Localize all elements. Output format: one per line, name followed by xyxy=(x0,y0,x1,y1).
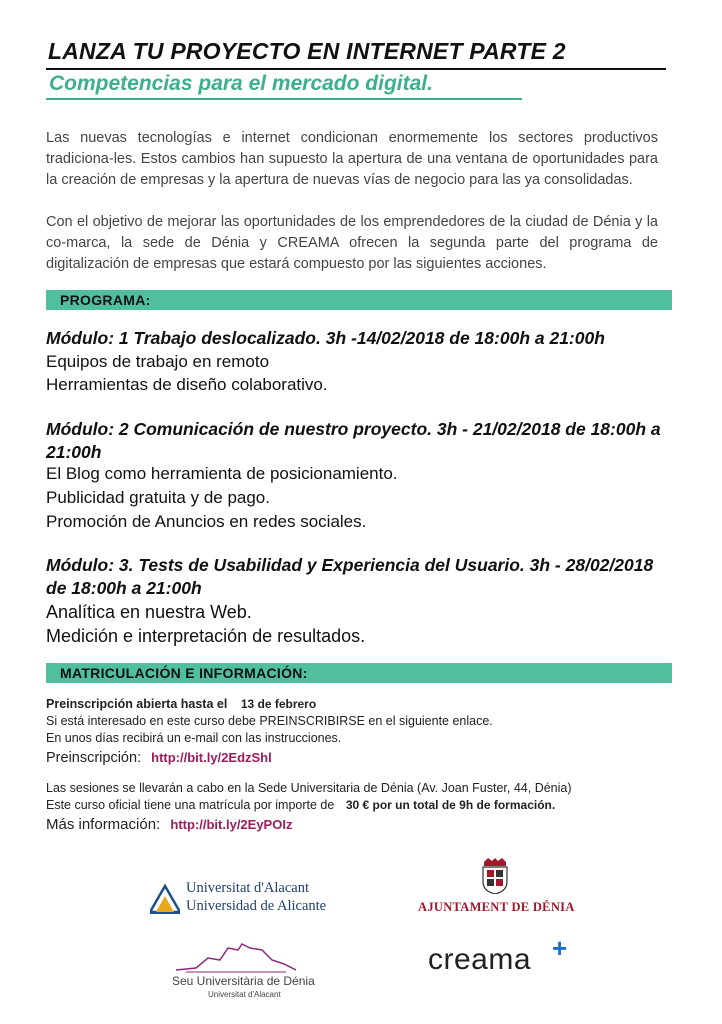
fee-value: 30 € por un total de 9h de formación. xyxy=(345,798,556,812)
ua-logo xyxy=(150,880,340,916)
page-title: LANZA TU PROYECTO EN INTERNET PARTE 2 xyxy=(48,38,566,64)
module-1-item: Herramientas de diseño colaborativo. xyxy=(46,375,328,394)
page-subtitle: Competencias para el mercado digital. xyxy=(49,72,433,95)
module-3-item: Medición e interpretación de resultados. xyxy=(46,626,366,646)
creama-wordmark: creama xyxy=(428,943,532,976)
module-2-item: El Blog como herramienta de posicionamiento. xyxy=(46,464,398,483)
matricula-section-bar xyxy=(46,663,672,683)
preinscripcion-label: Preinscripción abierta hasta el xyxy=(46,697,228,711)
module-2-title: Módulo: 2 Comunicación de nuestro proyecto. 3h - 21/02/2018 de 18:00h a 21:00h xyxy=(46,419,661,462)
preinscripcion-date: 13 de febrero xyxy=(240,697,317,711)
seu-university: Universitat d'Alacant xyxy=(208,990,281,999)
module-2-item: Promoción de Anuncios en redes sociales. xyxy=(46,512,367,531)
sessions-location: Las sesiones se llevarán a cabo en la Sede Universitaria de Dénia (Av. Joan Fuster, 44, Dénia) xyxy=(46,781,572,795)
programa-heading: PROGRAMA: xyxy=(60,292,151,308)
course-fee-row xyxy=(46,798,555,812)
module-3-title: Módulo: 3. Tests de Usabilidad y Experiencia del Usuario. 3h - 28/02/2018 de 18:00h a 21:00h xyxy=(46,555,654,598)
ajuntament-logo xyxy=(418,858,573,918)
castle-outline-icon xyxy=(176,940,296,974)
subtitle-underline xyxy=(46,98,522,100)
module-1-title: Módulo: 1 Trabajo deslocalizado. 3h -14/02/2018 de 18:00h a 21:00h xyxy=(46,328,605,348)
module-1-item: Equipos de trabajo en remoto xyxy=(46,352,270,371)
title-underline xyxy=(46,68,666,70)
ajuntament-name: AJUNTAMENT DE DÉNIA xyxy=(418,900,575,914)
matricula-heading: MATRICULACIÓN E INFORMACIÓN: xyxy=(60,665,308,681)
creama-logo xyxy=(428,933,578,987)
creama-plus-icon: + xyxy=(552,933,568,963)
ua-emblem-icon xyxy=(150,882,180,914)
email-notice: En unos días recibirá un e-mail con las instrucciones. xyxy=(46,731,342,745)
city-crest-icon xyxy=(480,858,510,894)
intro-paragraph-1: Las nuevas tecnologías e internet condicionan enormemente los sectores productivos tradiciona-les. Estos cambios han supuesto la apertura de una ventana de oportunidades para la creación de empresas y la apertura de nuevas vías de negocio para las ya consolidadas. xyxy=(46,130,658,188)
more-info-label: Más información: xyxy=(46,816,161,833)
fee-label: Este curso oficial tiene una matrícula por importe de xyxy=(46,798,335,812)
module-3-item: Analítica en nuestra Web. xyxy=(46,602,252,622)
intro-paragraph-2: Con el objetivo de mejorar las oportunidades de los emprendedores de la ciudad de Dénia y la co-marca, la sede de Dénia y CREAMA ofrecen la segunda parte del programa de digitalización de empresas que estará compuesto por las siguientes acciones. xyxy=(46,214,658,272)
preinscripcion-link-row xyxy=(46,750,272,766)
more-info-row xyxy=(46,816,292,833)
preinscripcion-link[interactable]: http://bit.ly/2EdzShl xyxy=(151,750,272,765)
preinscripcion-deadline xyxy=(46,697,316,711)
ua-name-valencian: Universitat d'Alacant xyxy=(186,880,310,896)
module-2-item: Publicidad gratuita y de pago. xyxy=(46,488,270,507)
ua-name-spanish: Universidad de Alicante xyxy=(186,898,327,914)
programa-section-bar xyxy=(46,290,672,310)
preinscripcion-instructions: Si está interesado en este curso debe PREINSCRIBIRSE en el siguiente enlace. xyxy=(46,714,493,728)
more-info-link[interactable]: http://bit.ly/2EyPOIz xyxy=(170,817,293,832)
seu-name: Seu Universitària de Dénia xyxy=(172,974,315,988)
preinscripcion-link-label: Preinscripción: xyxy=(46,750,142,766)
seu-logo xyxy=(172,940,315,1002)
